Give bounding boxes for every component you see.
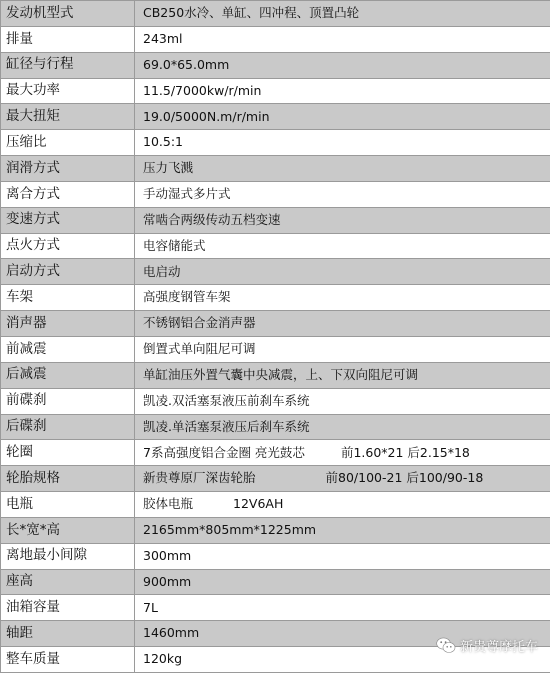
spec-label: 缸径与行程 [1, 52, 135, 78]
spec-value-main: 电容储能式 [143, 238, 206, 253]
spec-row [1, 26, 550, 52]
spec-label: 座高 [1, 569, 135, 595]
spec-value [135, 492, 550, 518]
spec-value-main: 常啮合两级传动五档变速 [143, 212, 281, 227]
spec-value-main: 凯凌.双活塞泵液压前刹车系统 [143, 393, 309, 408]
spec-row [1, 233, 550, 259]
spec-label: 最大扭矩 [1, 104, 135, 130]
spec-value-main: 凯凌.单活塞泵液压后刹车系统 [143, 419, 309, 434]
spec-value-main: 新贵尊原厂深齿轮胎 [143, 470, 256, 485]
spec-value-main: 电启动 [143, 264, 181, 279]
spec-value [135, 130, 550, 156]
spec-value-main: CB250水冷、单缸、四冲程、顶置凸轮 [143, 5, 359, 20]
spec-value-main: 手动湿式多片式 [143, 186, 231, 201]
spec-value [135, 285, 550, 311]
spec-row [1, 569, 550, 595]
spec-value-main: 倒置式单向阻尼可调 [143, 341, 256, 356]
spec-row [1, 440, 550, 466]
spec-row [1, 78, 550, 104]
spec-value-main: 单缸油压外置气囊中央减震，上、下双向阻尼可调 [143, 367, 418, 382]
spec-row [1, 517, 550, 543]
spec-value [135, 414, 550, 440]
spec-value [135, 259, 550, 285]
spec-label: 启动方式 [1, 259, 135, 285]
spec-value [135, 52, 550, 78]
spec-value [135, 1, 550, 27]
spec-label: 轮圈 [1, 440, 135, 466]
spec-label: 后碟刹 [1, 414, 135, 440]
spec-label: 最大功率 [1, 78, 135, 104]
spec-label: 油箱容量 [1, 595, 135, 621]
spec-value-secondary: 12V6AH [233, 496, 283, 511]
spec-row [1, 130, 550, 156]
spec-label: 前碟刹 [1, 388, 135, 414]
spec-value-main: 胶体电瓶 [143, 496, 193, 511]
spec-row [1, 362, 550, 388]
spec-value-main: 243ml [143, 31, 183, 46]
spec-value-main: 120kg [143, 651, 182, 666]
spec-value-main: 不锈钢铝合金消声器 [143, 315, 256, 330]
spec-label: 电瓶 [1, 492, 135, 518]
spec-value [135, 569, 550, 595]
spec-row [1, 52, 550, 78]
spec-value-main: 69.0*65.0mm [143, 57, 229, 72]
watermark-text: 新贵尊摩托车 [460, 636, 538, 655]
wechat-icon [436, 637, 456, 654]
spec-value-main: 900mm [143, 574, 191, 589]
spec-value-main: 11.5/7000kw/r/min [143, 83, 261, 98]
spec-value-main: 1460mm [143, 625, 199, 640]
spec-row [1, 492, 550, 518]
spec-row [1, 311, 550, 337]
spec-value [135, 156, 550, 182]
spec-value [135, 440, 550, 466]
spec-value [135, 104, 550, 130]
spec-value [135, 207, 550, 233]
spec-row [1, 207, 550, 233]
spec-value [135, 595, 550, 621]
spec-value [135, 311, 550, 337]
spec-row [1, 1, 550, 27]
spec-row [1, 181, 550, 207]
spec-label: 离地最小间隙 [1, 543, 135, 569]
spec-label: 后减震 [1, 362, 135, 388]
spec-row [1, 466, 550, 492]
spec-row [1, 285, 550, 311]
spec-row [1, 104, 550, 130]
spec-label: 轮胎规格 [1, 466, 135, 492]
spec-value [135, 233, 550, 259]
spec-value-main: 19.0/5000N.m/r/min [143, 109, 270, 124]
spec-value [135, 26, 550, 52]
spec-value-secondary: 前1.60*21 后2.15*18 [341, 445, 470, 460]
watermark [436, 636, 538, 655]
spec-label: 润滑方式 [1, 156, 135, 182]
spec-row [1, 414, 550, 440]
spec-value [135, 388, 550, 414]
spec-label: 前减震 [1, 336, 135, 362]
spec-row [1, 388, 550, 414]
spec-value-main: 2165mm*805mm*1225mm [143, 522, 316, 537]
spec-value [135, 362, 550, 388]
spec-label: 长*宽*高 [1, 517, 135, 543]
spec-label: 点火方式 [1, 233, 135, 259]
spec-value [135, 336, 550, 362]
spec-value [135, 517, 550, 543]
spec-value-main: 10.5:1 [143, 134, 183, 149]
spec-value-main: 7L [143, 600, 158, 615]
spec-value-secondary: 前80/100-21 后100/90-18 [326, 470, 484, 485]
spec-label: 变速方式 [1, 207, 135, 233]
spec-value-main: 300mm [143, 548, 191, 563]
spec-label: 整车质量 [1, 647, 135, 673]
spec-label: 离合方式 [1, 181, 135, 207]
spec-value-main: 7系高强度铝合金圈 亮光鼓芯 [143, 445, 305, 460]
spec-row [1, 543, 550, 569]
spec-value [135, 181, 550, 207]
spec-value [135, 78, 550, 104]
spec-label: 车架 [1, 285, 135, 311]
spec-value [135, 466, 550, 492]
spec-label: 发动机型式 [1, 1, 135, 27]
spec-value-main: 压力飞溅 [143, 160, 193, 175]
spec-label: 消声器 [1, 311, 135, 337]
spec-label: 排量 [1, 26, 135, 52]
spec-label: 压缩比 [1, 130, 135, 156]
spec-value [135, 543, 550, 569]
spec-row [1, 156, 550, 182]
spec-row [1, 595, 550, 621]
spec-row [1, 336, 550, 362]
spec-label: 轴距 [1, 621, 135, 647]
spec-value-main: 高强度钢管车架 [143, 289, 231, 304]
spec-row [1, 259, 550, 285]
spec-table-body [1, 1, 550, 673]
